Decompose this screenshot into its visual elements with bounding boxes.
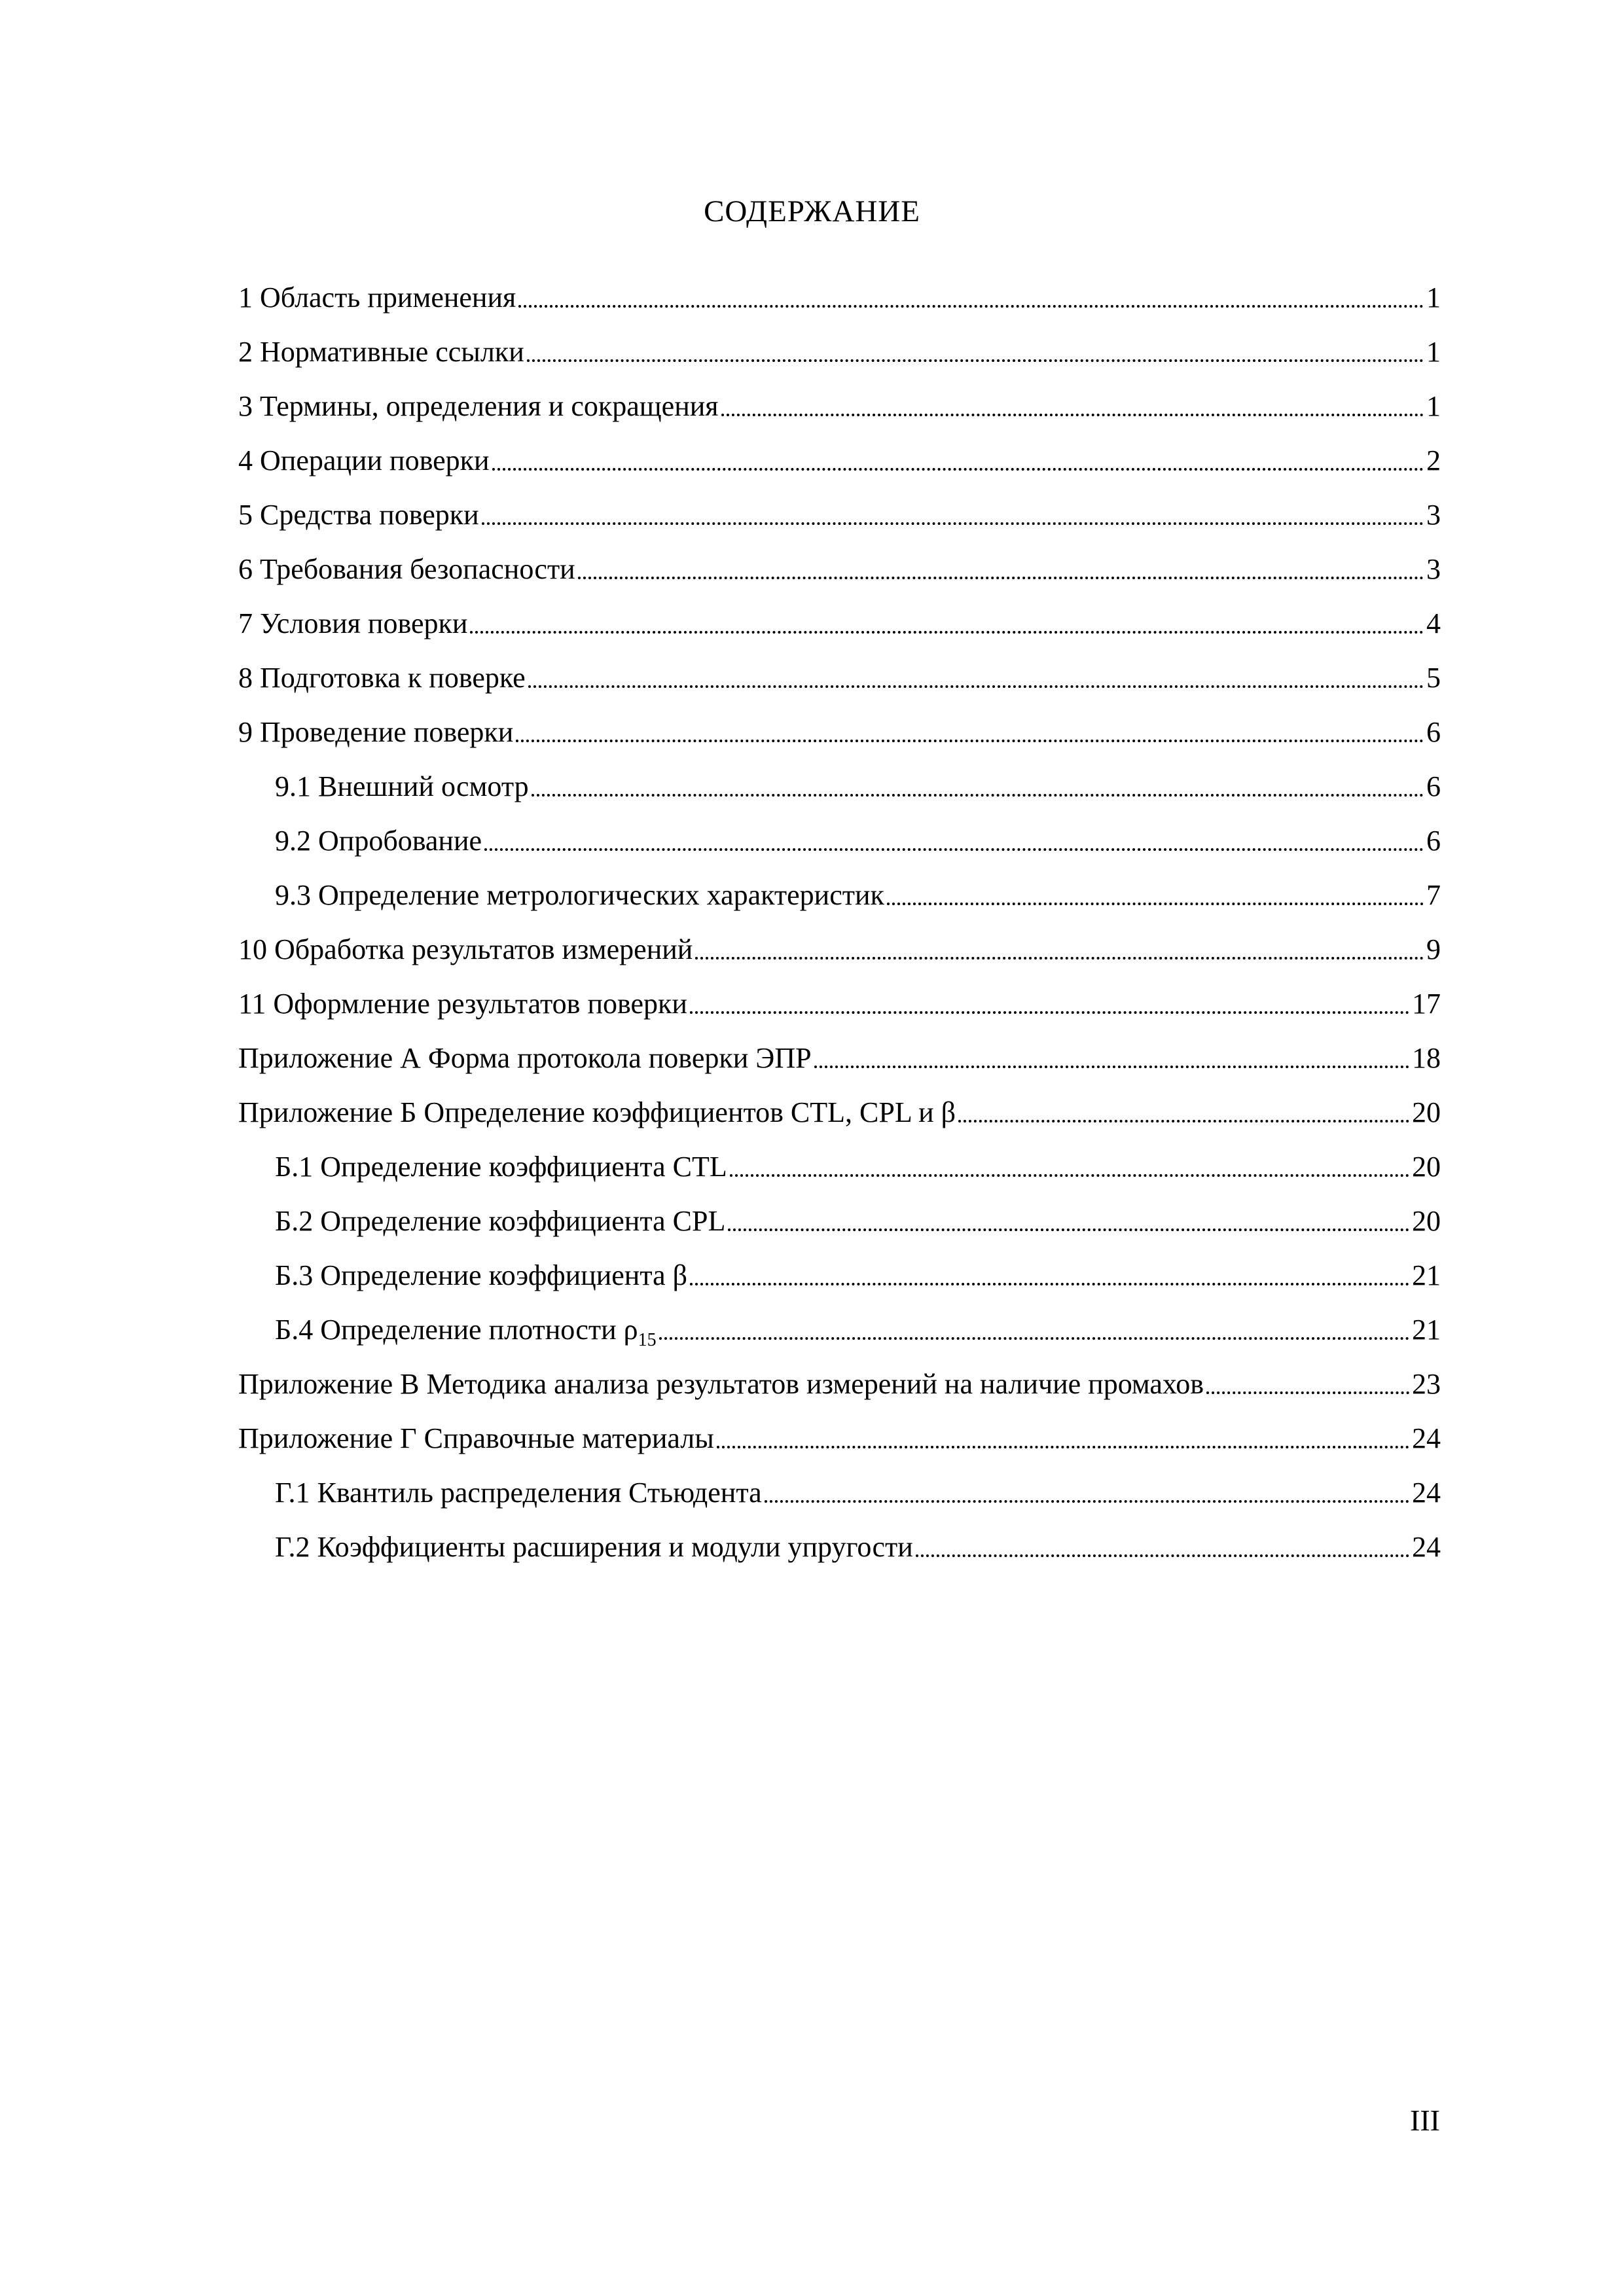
toc-dot-leader	[518, 295, 1424, 308]
toc-entry-page: 1	[1426, 336, 1441, 368]
toc-entry-label: 6 Требования безопасности	[238, 553, 575, 585]
toc-entry-label: Г.1 Квантиль распределения Стьюдента	[275, 1477, 762, 1509]
toc-entry-page: 3	[1426, 553, 1441, 585]
toc-dot-leader	[690, 1272, 1409, 1285]
toc-entry[interactable]	[238, 1021, 1441, 1075]
toc-dot-leader	[958, 1109, 1409, 1122]
toc-dot-leader	[492, 457, 1424, 471]
toc-entry-page: 9	[1426, 933, 1441, 965]
toc-dot-leader	[482, 512, 1424, 525]
toc-dot-leader	[730, 1164, 1409, 1177]
toc-entry-page: 17	[1412, 988, 1441, 1020]
toc-entry-page: 21	[1412, 1259, 1441, 1291]
toc-dot-leader	[887, 892, 1424, 905]
toc-entry-page: 23	[1412, 1368, 1441, 1400]
toc-entry-label: 2 Нормативные ссылки	[238, 336, 524, 368]
toc-entry-label: 8 Подготовка к поверке	[238, 662, 526, 694]
toc-entry[interactable]	[238, 1401, 1441, 1456]
toc-entry-label: Б.1 Определение коэффициента CTL	[275, 1151, 727, 1183]
toc-entry-label: 3 Термины, определения и сокращения	[238, 390, 719, 422]
toc-dot-leader	[916, 1544, 1409, 1557]
toc-entry-page: 5	[1426, 662, 1441, 694]
toc-entry-label: 1 Область применения	[238, 281, 516, 314]
toc-entry-label: 9 Проведение поверки	[238, 716, 514, 748]
toc-entry-page: 24	[1412, 1477, 1441, 1509]
toc-entry[interactable]	[238, 1075, 1441, 1130]
toc-dot-leader	[1206, 1381, 1409, 1394]
toc-entry[interactable]	[238, 1130, 1441, 1184]
toc-entry-label: 9.3 Определение метрологических характеристик	[275, 879, 884, 911]
toc-entry[interactable]	[238, 967, 1441, 1021]
toc-entry[interactable]	[238, 1456, 1441, 1510]
toc-dot-leader	[721, 403, 1424, 416]
toc-entry[interactable]	[238, 1238, 1441, 1293]
toc-dot-leader	[690, 1001, 1409, 1014]
toc-dot-leader	[516, 729, 1424, 742]
toc-entry-page: 7	[1426, 879, 1441, 911]
toc-entry[interactable]	[238, 749, 1441, 804]
toc-entry-page: 20	[1412, 1096, 1441, 1128]
toc-entry-page: 20	[1412, 1151, 1441, 1183]
toc-entry-page: 2	[1426, 444, 1441, 476]
toc-entry[interactable]	[238, 369, 1441, 423]
toc-entry-page: 1	[1426, 281, 1441, 314]
toc-entry-label: Приложение А Форма протокола поверки ЭПР	[238, 1042, 812, 1074]
toc-entry[interactable]	[238, 260, 1441, 315]
toc-entry-page: 6	[1426, 770, 1441, 802]
toc-entry-label: Приложение Б Определение коэффициентов CTL, CPL и β	[238, 1096, 956, 1128]
toc-dot-leader	[578, 566, 1424, 579]
toc-entry[interactable]	[238, 695, 1441, 749]
toc-dot-leader	[765, 1490, 1409, 1503]
toc-entry-page: 18	[1412, 1042, 1441, 1074]
toc-entry[interactable]	[238, 1293, 1441, 1350]
toc-dot-leader	[532, 783, 1424, 797]
toc-entry[interactable]	[238, 532, 1441, 586]
toc-dot-leader	[814, 1055, 1409, 1068]
toc-entry-label: 4 Операции поверки	[238, 444, 490, 476]
toc-entry[interactable]	[238, 478, 1441, 532]
toc-entry-page: 24	[1412, 1422, 1441, 1454]
toc-entry-label: Б.4 Определение плотности $\rho_{15}$	[275, 1314, 657, 1350]
toc-entry[interactable]	[238, 641, 1441, 695]
toc-dot-leader	[659, 1327, 1409, 1340]
toc-entry[interactable]	[238, 423, 1441, 478]
toc-entry[interactable]	[238, 804, 1441, 858]
toc-entry-label: 10 Обработка результатов измерений	[238, 933, 693, 965]
toc-entry[interactable]	[238, 1347, 1441, 1401]
page-title: СОДЕРЖАНИЕ	[704, 194, 920, 228]
toc-dot-leader	[695, 946, 1424, 960]
toc-entry-subscript: 15	[638, 1329, 657, 1350]
toc-entry[interactable]	[238, 1510, 1441, 1564]
toc-entry-label: Приложение Г Справочные материалы	[238, 1422, 714, 1454]
toc-entry-page: 21	[1412, 1314, 1441, 1346]
toc-dot-leader	[717, 1435, 1409, 1448]
page-number: III	[1410, 2104, 1440, 2137]
toc-dot-leader	[527, 349, 1424, 362]
toc-entry-page: 3	[1426, 499, 1441, 531]
toc-entry-page: 6	[1426, 716, 1441, 748]
toc-entry-page: 1	[1426, 390, 1441, 422]
toc-entry-label: Г.2 Коэффициенты расширения и модули упругости	[275, 1531, 913, 1563]
toc-dot-leader	[484, 838, 1424, 851]
toc-dot-leader	[470, 620, 1424, 634]
toc-dot-leader	[528, 675, 1424, 688]
toc-entry[interactable]	[238, 912, 1441, 967]
toc-entry-label: 5 Средства поверки	[238, 499, 479, 531]
toc-entry[interactable]	[238, 586, 1441, 641]
toc-dot-leader	[728, 1218, 1409, 1231]
toc-entry[interactable]	[238, 1184, 1441, 1238]
toc-entry-page: 20	[1412, 1205, 1441, 1237]
toc-entry-page: 24	[1412, 1531, 1441, 1563]
toc-entry-label: Б.2 Определение коэффициента CPL	[275, 1205, 726, 1237]
toc-entry[interactable]	[238, 315, 1441, 369]
toc-entry-label: Приложение В Методика анализа результатов измерений на наличие промахов	[238, 1368, 1204, 1400]
toc-entry-label: Б.3 Определение коэффициента β	[275, 1259, 688, 1291]
toc-entry-label: 9.1 Внешний осмотр	[275, 770, 529, 802]
toc-entry-label: 11 Оформление результатов поверки	[238, 988, 687, 1020]
table-of-contents	[238, 260, 1441, 1564]
toc-entry-page: 6	[1426, 825, 1441, 857]
toc-entry[interactable]	[238, 858, 1441, 912]
toc-entry-label: 9.2 Опробование	[275, 825, 482, 857]
toc-entry-label: 7 Условия поверки	[238, 607, 468, 639]
toc-entry-page: 4	[1426, 607, 1441, 639]
